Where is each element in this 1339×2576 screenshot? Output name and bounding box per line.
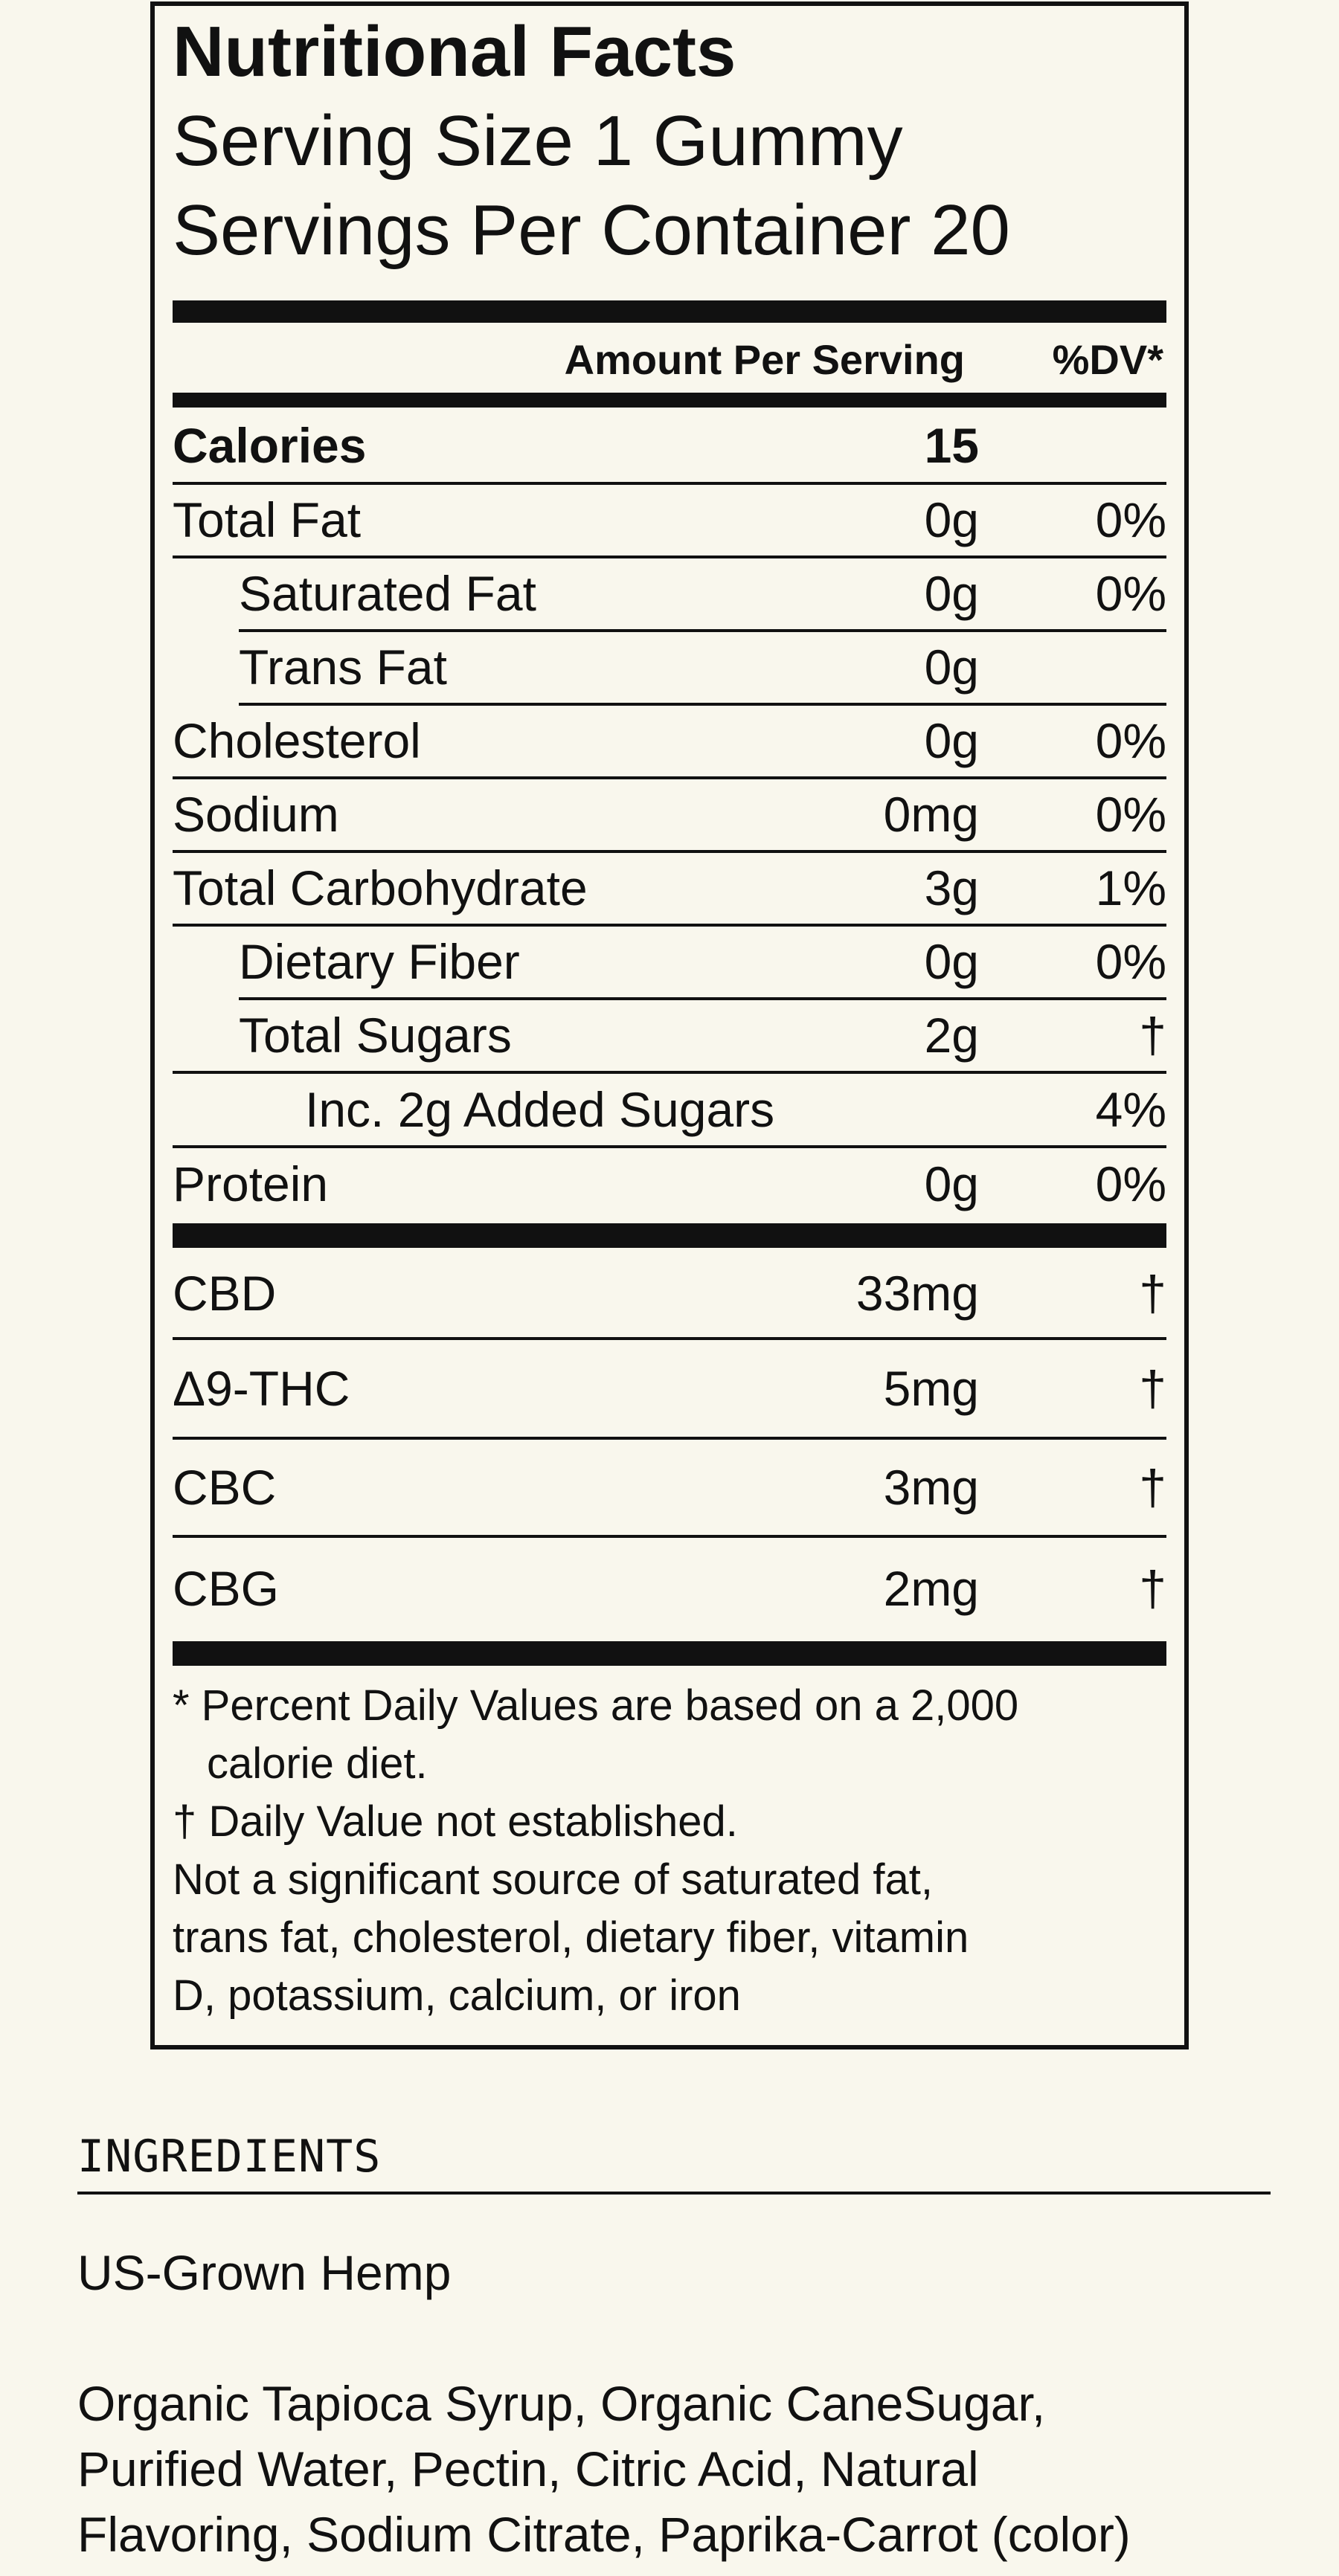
nutrient-amount: 0g xyxy=(924,934,979,989)
calories-row xyxy=(173,409,1166,482)
nutrient-dv: 0% xyxy=(1095,713,1166,768)
ingredients-source: US-Grown Hemp xyxy=(77,2245,452,2300)
cannabinoid-label: CBD xyxy=(173,1266,277,1321)
medium-divider xyxy=(173,393,1166,408)
ingredients-list-line: Flavoring, Sodium Citrate, Paprika-Carrot (color) xyxy=(77,2507,1131,2562)
amount-per-serving-header: Amount Per Serving xyxy=(564,336,965,383)
nutrient-row-trans-fat xyxy=(173,632,1166,703)
nutrient-row-saturated-fat xyxy=(173,558,1166,629)
ingredients-list-line: Purified Water, Pectin, Citric Acid, Natural xyxy=(77,2441,979,2496)
nutrient-row-total-fat xyxy=(173,485,1166,556)
footnote-not-significant-line: trans fat, cholesterol, dietary fiber, vitamin xyxy=(173,1913,969,1962)
calories-label: Calories xyxy=(173,418,367,473)
nutrient-row-added-sugars xyxy=(173,1074,1166,1145)
serving-size: Serving Size 1 Gummy xyxy=(173,101,903,181)
nutrient-row-sodium xyxy=(173,779,1166,850)
nutrient-amount: 0g xyxy=(924,492,979,547)
ingredients-list-line: Organic Tapioca Syrup, Organic CaneSugar, xyxy=(77,2376,1046,2431)
nutrient-label: Trans Fat xyxy=(239,640,447,695)
nutrition-title: Nutritional Facts xyxy=(173,12,736,91)
cannabinoid-amount: 33mg xyxy=(855,1266,979,1321)
nutrient-label: Total Fat xyxy=(173,492,362,547)
nutrient-dv: 0% xyxy=(1095,492,1166,547)
cannabinoid-dv: † xyxy=(1139,1266,1166,1321)
cannabinoid-label: CBC xyxy=(173,1460,277,1515)
nutrient-dv: † xyxy=(1139,1008,1166,1063)
cannabinoid-dv: † xyxy=(1139,1561,1166,1616)
nutrient-dv: 4% xyxy=(1095,1082,1166,1137)
nutrient-row-total-sugars xyxy=(173,1000,1166,1071)
cannabinoid-label: Δ9-THC xyxy=(173,1361,350,1416)
thick-divider xyxy=(173,1223,1166,1248)
cannabinoid-row-cbg xyxy=(173,1538,1166,1639)
cannabinoid-amount: 3mg xyxy=(883,1460,979,1515)
nutrient-dv: 0% xyxy=(1095,934,1166,989)
nutrient-dv: 0% xyxy=(1095,1156,1166,1211)
nutrient-row-protein xyxy=(173,1148,1166,1220)
servings-per-container: Servings Per Container 20 xyxy=(173,190,1010,270)
nutrient-row-dietary-fiber xyxy=(173,927,1166,997)
nutrient-label: Inc. 2g Added Sugars xyxy=(305,1082,775,1137)
footnote-not-significant-line: D, potassium, calcium, or iron xyxy=(173,1971,741,2020)
nutrient-amount: 0g xyxy=(924,566,979,621)
ingredients-heading: INGREDIENTS xyxy=(77,2131,382,2183)
footnote-dv-line: * Percent Daily Values are based on a 2,000 xyxy=(173,1681,1019,1730)
cannabinoid-row-cbd xyxy=(173,1249,1166,1337)
cannabinoid-amount: 2mg xyxy=(883,1561,979,1616)
footnote-not-significant-line: Not a significant source of saturated fat, xyxy=(173,1855,933,1904)
nutrient-dv: 1% xyxy=(1095,860,1166,915)
cannabinoid-amount: 5mg xyxy=(883,1361,979,1416)
nutrient-amount: 2g xyxy=(924,1008,979,1063)
footnote-dagger: † Daily Value not established. xyxy=(173,1797,738,1846)
footnotes xyxy=(173,1677,1166,2025)
cannabinoid-row-d9-thc xyxy=(173,1340,1166,1437)
nutrient-amount: 0g xyxy=(924,713,979,768)
nutrient-amount: 0mg xyxy=(883,787,979,842)
nutrient-label: Total Carbohydrate xyxy=(173,860,588,915)
nutrient-label: Protein xyxy=(173,1156,329,1211)
thick-divider xyxy=(173,1641,1166,1666)
nutrient-label: Total Sugars xyxy=(239,1008,512,1063)
thick-divider xyxy=(173,300,1166,323)
nutrient-dv: 0% xyxy=(1095,787,1166,842)
nutrient-label: Dietary Fiber xyxy=(239,934,520,989)
calories-amount: 15 xyxy=(924,418,979,473)
nutrient-label: Saturated Fat xyxy=(239,566,536,621)
cannabinoid-dv: † xyxy=(1139,1460,1166,1515)
nutrient-dv: 0% xyxy=(1095,566,1166,621)
nutrient-row-total-carbohydrate xyxy=(173,853,1166,924)
nutrient-amount: 0g xyxy=(924,640,979,695)
nutrient-label: Cholesterol xyxy=(173,713,421,768)
cannabinoid-row-cbc xyxy=(173,1440,1166,1535)
nutrient-label: Sodium xyxy=(173,787,339,842)
nutrient-amount: 3g xyxy=(924,860,979,915)
daily-value-header: %DV* xyxy=(1052,336,1163,383)
cannabinoid-dv: † xyxy=(1139,1361,1166,1416)
footnote-dv-line: calorie diet. xyxy=(207,1739,428,1788)
nutrient-amount: 0g xyxy=(924,1156,979,1211)
nutrient-row-cholesterol xyxy=(173,706,1166,776)
cannabinoid-label: CBG xyxy=(173,1561,280,1616)
ingredients-divider xyxy=(77,2192,1271,2195)
